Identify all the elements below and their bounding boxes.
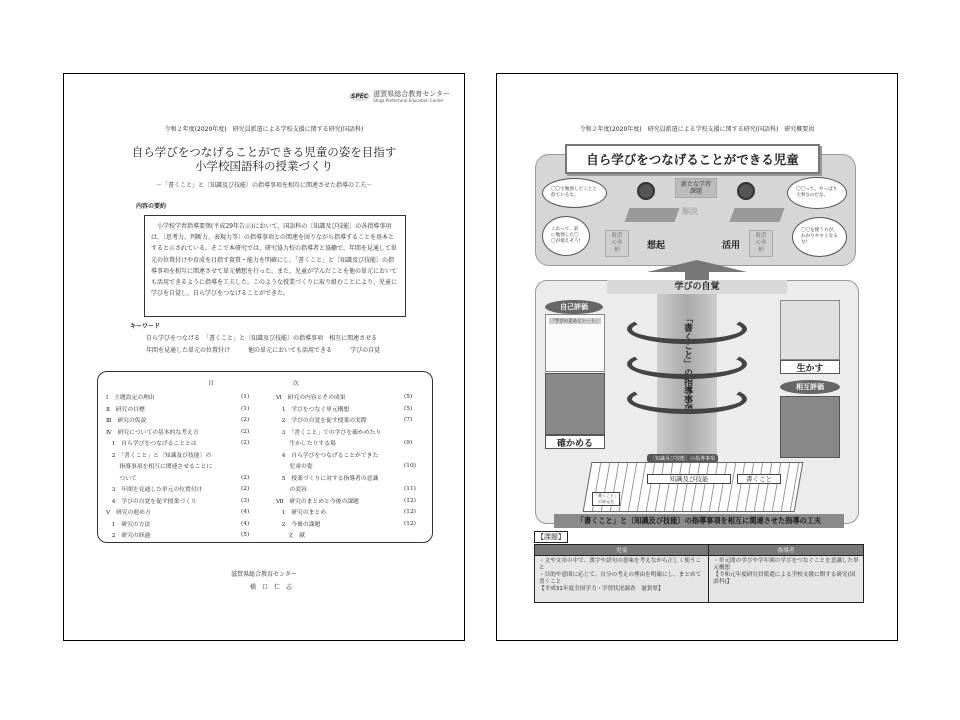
desk-illustration-icon — [624, 208, 679, 222]
toc-item: 生かしたりする場 — [276, 441, 336, 447]
title-line-2: 小学校国語科の授業づくり — [195, 159, 333, 173]
teacher-issues — [709, 556, 864, 603]
classroom-photo — [545, 373, 605, 435]
keywords-heading: キーワード — [130, 323, 161, 330]
desk-illustration-icon — [729, 208, 784, 222]
logo-en: Shiga Prefectural Education Center — [373, 98, 444, 103]
toc-page: (2) — [241, 486, 250, 492]
issue-item: ・単元間の学びや学年間の学びをつなぐことを意識した単元構想 — [713, 558, 859, 571]
writing-label: 書くこと — [737, 474, 781, 484]
logo-jp: 滋賀県総合教育センター — [373, 90, 450, 98]
toc-page: (5) — [241, 532, 250, 538]
thought-cloud: 〇〇って、やっぱり大事なのだな。 — [787, 177, 847, 209]
spiral-arrow-icon — [627, 314, 747, 344]
toc-item: 1 学びをつなぐ単元構想 — [276, 406, 350, 413]
awareness-label: 学びの自覚 — [607, 280, 787, 294]
toc-item: 1 研究のまとめ — [276, 510, 327, 516]
knowledge-label: 知識及び技能 — [647, 474, 731, 484]
prior-knowledge-tag: 既習の事柄 — [605, 230, 629, 257]
toc-page: (7) — [404, 417, 413, 423]
new-task-tag: 新たな学習課題 — [675, 178, 717, 198]
toc-item: 2 「書くこと」と〔知識及び技能〕の — [106, 452, 212, 459]
prior-knowledge-tag: 既習の事柄 — [749, 230, 773, 257]
toc-page: (5) — [404, 405, 413, 412]
toc-item: Ⅱ 研究の目標 — [106, 406, 145, 413]
toc-item: の変容 — [276, 487, 307, 493]
up-arrow-stem — [685, 270, 709, 280]
sheet-title: 「学びの足あとシート」 — [550, 319, 600, 324]
issue-source: 【令和元年度研究員派遣による学校支援に関する研究(国語科)】 — [713, 572, 856, 585]
use-label: 生かす — [780, 360, 840, 374]
toc-heading-1: 目 — [208, 381, 214, 387]
col-student: 児童 — [535, 545, 709, 556]
issue-source: 【平成31年度全国学力・学習状況調査 滋賀県】 — [539, 586, 664, 592]
research-overview-page — [496, 73, 898, 641]
toc-page: (4) — [241, 509, 250, 515]
student-illustration-icon — [637, 182, 655, 200]
organization: 滋賀県総合教育センター — [231, 571, 297, 578]
thought-cloud: これって、前に勉強した〇〇が使えそう! — [542, 216, 590, 256]
keyword: 他の単元においても活用できる — [248, 347, 333, 354]
spec-logo-icon: SPEC — [351, 93, 369, 100]
toc-item: Ⅵ 研究の内容とその成果 — [276, 395, 346, 401]
toc-item: Ⅶ 研究のまとめと今後の課題 — [276, 498, 359, 505]
toc-page: (12) — [404, 520, 416, 527]
self-eval-badge: 自己評価 — [545, 300, 603, 314]
issues-label: 【課題】 — [534, 531, 568, 543]
issues-table — [534, 544, 864, 603]
student-illustration-icon — [737, 182, 755, 200]
page-header: 令和２年度(2020年度) 研究員派遣による学校支援に関する研究(国語科) — [164, 126, 364, 133]
keyword: 学びの自覚 — [350, 347, 381, 354]
confirm-label: 確かめる — [545, 435, 605, 449]
toc-page: (1) — [241, 405, 250, 412]
toc-page: (1) — [241, 394, 250, 400]
writing-items-label: 「書くこと」の指導事項 — [682, 314, 692, 413]
center-logo — [349, 90, 450, 103]
toc-heading-2: 次 — [293, 381, 299, 387]
goal-title: 自ら学びをつなげることができる児童 — [565, 144, 820, 174]
toc-item: Ⅴ 研究の進め方 — [106, 510, 151, 516]
toc-page: (12) — [404, 509, 416, 515]
thought-cloud: 〇〇で勉強したことと似ているな。 — [542, 178, 607, 208]
unit-name-tag: 「書くこと」の単元名 — [594, 493, 618, 504]
toc-page: (11) — [404, 486, 416, 492]
toc-page: (9) — [404, 440, 413, 446]
subtitle: －「書くこと」と〔知識及び技能〕の指導事項を相互に関連させた指導の工夫－ — [155, 182, 372, 189]
toc-page: (5) — [404, 394, 413, 400]
report-cover-page — [63, 73, 465, 641]
peer-eval-badge: 相互評価 — [780, 380, 840, 394]
spiral-arrow-icon — [627, 384, 747, 414]
peer-eval-photo — [780, 396, 840, 458]
toc-item: Ⅲ 研究の仮説 — [106, 418, 147, 424]
page-header: 令和２年度(2020年度) 研究員派遣による学校支援に関する研究(国語科) 研究概要図 — [579, 126, 815, 133]
thought-cloud: 〇〇を使う方が、わかりやすくなるな! — [792, 217, 847, 257]
toc-item: Ⅳ 研究についての基本的な考え方 — [106, 429, 199, 436]
approach-banner: 「書くこと」と〔知識及び技能〕の指導事項を相互に関連させた指導の工夫 — [554, 514, 844, 528]
toc-item: 4 学びの自覚を促す授業づくり — [106, 498, 197, 505]
toc-item: 5 授業づくりに対する指導者の意識 — [276, 475, 379, 482]
toc-page: (2) — [241, 428, 250, 435]
summary-heading: 内容の要約 — [136, 203, 167, 210]
toc-item: 3 年間を見通した単元の位置付け — [106, 487, 203, 493]
writing-sample-image — [780, 300, 840, 360]
toc-item: 2 研究の経過 — [106, 533, 151, 539]
toc-item: 2 今後の課題 — [276, 521, 321, 528]
toc-item: 指導事項を相互に関連させることに — [106, 464, 213, 470]
recall-label: 想起 — [647, 241, 666, 251]
toc-page: (4) — [241, 520, 250, 527]
solve-label: 解決 — [682, 207, 698, 216]
col-teacher: 指導者 — [709, 545, 864, 556]
keyword: 年間を見通した単元の位置付け — [146, 347, 231, 354]
knowledge-items-label: 〔知識及び技能〕の指導事項 — [647, 454, 718, 463]
toc-page: (12) — [404, 497, 416, 504]
keyword: 相互に関連させる — [329, 335, 378, 342]
toc-item: 4 自ら学びをつなげることができた — [276, 452, 379, 459]
keywords-line-2 — [146, 347, 446, 355]
toc-item: 児童の姿 — [276, 464, 313, 470]
author: 橋 口 仁 志 — [250, 584, 293, 591]
toc-item: 文 献 — [276, 533, 305, 539]
keywords-line-1 — [146, 335, 446, 343]
summary-box: 小学校学習指導要領(平成29年告示)において、国語科の〔知識及び技能〕の各指導事項は、〔思考力、判断力、表現力等〕の指導事項との関連を図りながら指導することを基本とすると示されている。そこで本研究では、研究協力校の指導者と協働で、年間を見通して単元の位置付けや育成を目指す資質・能力を明確にし、「書くこと」と〔知識及び技能〕の指導事項を相互に関連させて単元構想を行った。また、児童が学んだことを他の単元においても活用できるように指導を工夫した。このような授業づくりに取り組むことにより、児童に学びを自覚し、自ら学びをつなげることができた。 — [144, 215, 406, 317]
title-line-1: 自ら学びをつなげることができる児童の姿を目指す — [131, 145, 397, 159]
student-issues — [535, 556, 709, 603]
apply-label: 活用 — [722, 241, 741, 251]
toc-item: 3 「書くこと」での学びを確かめたり — [276, 429, 382, 436]
keyword: 自ら学びをつなげる — [146, 335, 201, 342]
toc-page: (2) — [241, 440, 250, 446]
keyword: 「書くこと」と〔知識及び技能〕の指導事項 — [206, 335, 324, 342]
toc-page: (3) — [241, 497, 250, 504]
table-of-contents — [97, 371, 433, 543]
toc-item: 1 研究の方法 — [106, 521, 151, 528]
toc-item: ついて — [106, 475, 137, 482]
toc-page: (2) — [241, 474, 250, 481]
toc-item: 1 自ら学びをつなげることとは — [106, 441, 197, 447]
toc-item: Ⅰ 主題設定の理由 — [106, 395, 155, 401]
issue-item: ・目的や意図に応じて、自分の考えの理由を明確にし、まとめて書くこと — [539, 572, 702, 585]
toc-page: (10) — [404, 463, 416, 469]
toc-item: 2 学びの自覚を促す授業の実際 — [276, 418, 367, 424]
spiral-arrow-icon — [627, 349, 747, 379]
issue-item: ・文や文章の中で、漢字や語句の意味を考えながら正しく使うこと — [539, 558, 702, 571]
toc-page: (2) — [241, 417, 250, 423]
sheet-image — [545, 314, 605, 372]
